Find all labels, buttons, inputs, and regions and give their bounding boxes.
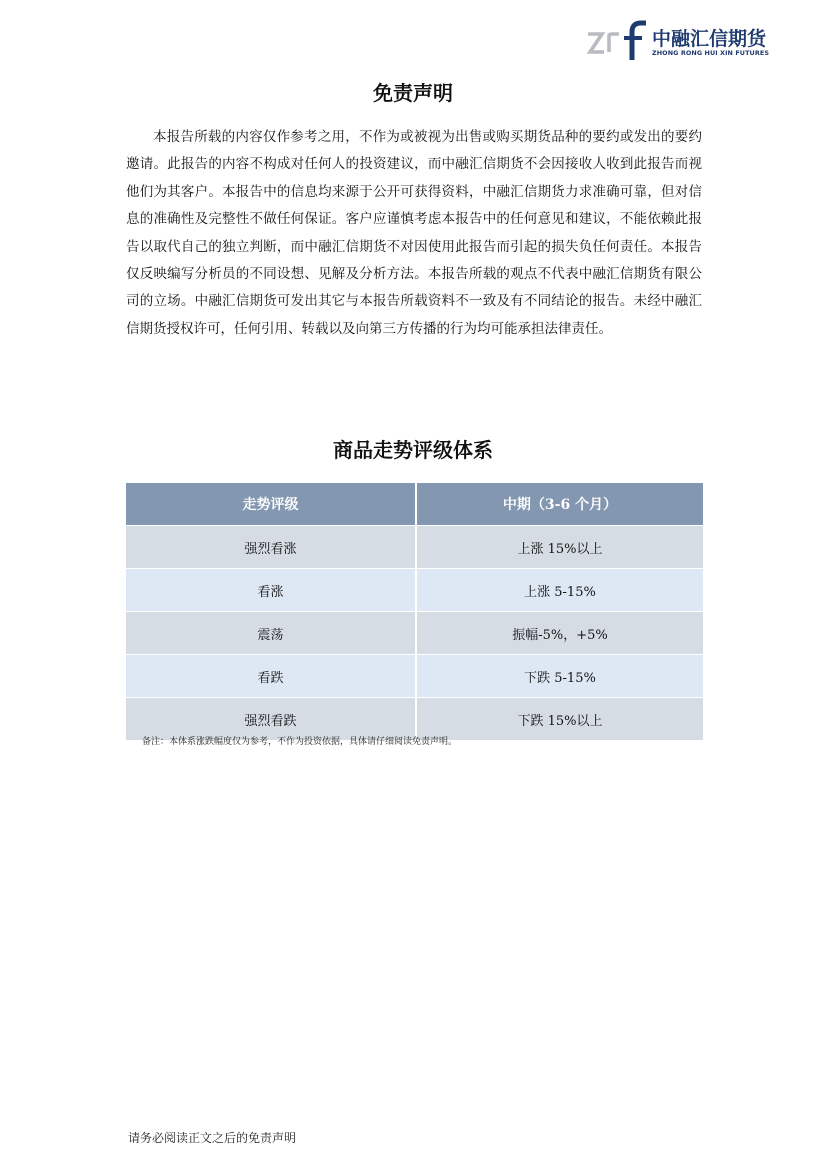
disclaimer-title: 免责声明 — [373, 81, 453, 105]
range-cell: 振幅-5%，+5% — [416, 612, 703, 655]
table-row — [126, 526, 703, 569]
disclaimer-body: 本报告所载的内容仅作参考之用，不作为或被视为出售或购买期货品种的要约或发出的要约邀请。此报告的内容不构成对任何人的投资建议，而中融汇信期货不会因接收人收到此报告而视他们为其客户。本报告中的信息均来源于公开可获得资料，中融汇信期货力求准确可靠，但对信息的准确性及完整性不做任何保证。客户应谨慎考虑本报告中的任何意见和建议，不能依赖此报告以取代自己的独立判断，而中融汇信期货不对因使用此报告而引起的损失负任何责任。本报告仅反映编写分析员的不同设想、见解及分析方法。本报告所载的观点不代表中融汇信期货有限公司的立场。中融汇信期货可发出其它与本报告所载资料不一致及有不同结论的报告。未经中融汇信期货授权许可，任何引用、转载以及向第三方传播的行为均可能承担法律责任。 — [126, 129, 702, 337]
rating-cell: 强烈看跌 — [126, 698, 416, 741]
range-cell: 上涨 15%以上 — [416, 526, 703, 569]
range-cell: 下跌 15%以上 — [416, 698, 703, 741]
table-row — [126, 569, 703, 612]
rating-cell: 强烈看涨 — [126, 526, 416, 569]
page-footer: 请务必阅读正文之后的免责声明 — [128, 1131, 297, 1145]
header-mid-term: 中期（3-6 个月） — [416, 483, 703, 526]
rating-table-header — [126, 483, 703, 526]
rating-cell: 看跌 — [126, 655, 416, 698]
company-logo — [586, 20, 776, 62]
table-row — [126, 612, 703, 655]
rating-cell: 震荡 — [126, 612, 416, 655]
table-row — [126, 655, 703, 698]
rating-cell: 看涨 — [126, 569, 416, 612]
zrf-logo-icon — [586, 20, 650, 62]
range-cell: 上涨 5-15% — [416, 569, 703, 612]
logo-english-name: ZHONG RONG HUI XIN FUTURES — [652, 49, 770, 57]
table-note: 备注：本体系涨跌幅度仅为参考，不作为投资依据，具体请仔细阅读免责声明。 — [142, 737, 458, 747]
range-cell: 下跌 5-15% — [416, 655, 703, 698]
rating-table — [126, 483, 703, 740]
rating-system-title: 商品走势评级体系 — [333, 438, 493, 462]
header-trend-rating: 走势评级 — [126, 483, 416, 526]
logo-chinese-name: 中融汇信期货 — [652, 28, 767, 50]
